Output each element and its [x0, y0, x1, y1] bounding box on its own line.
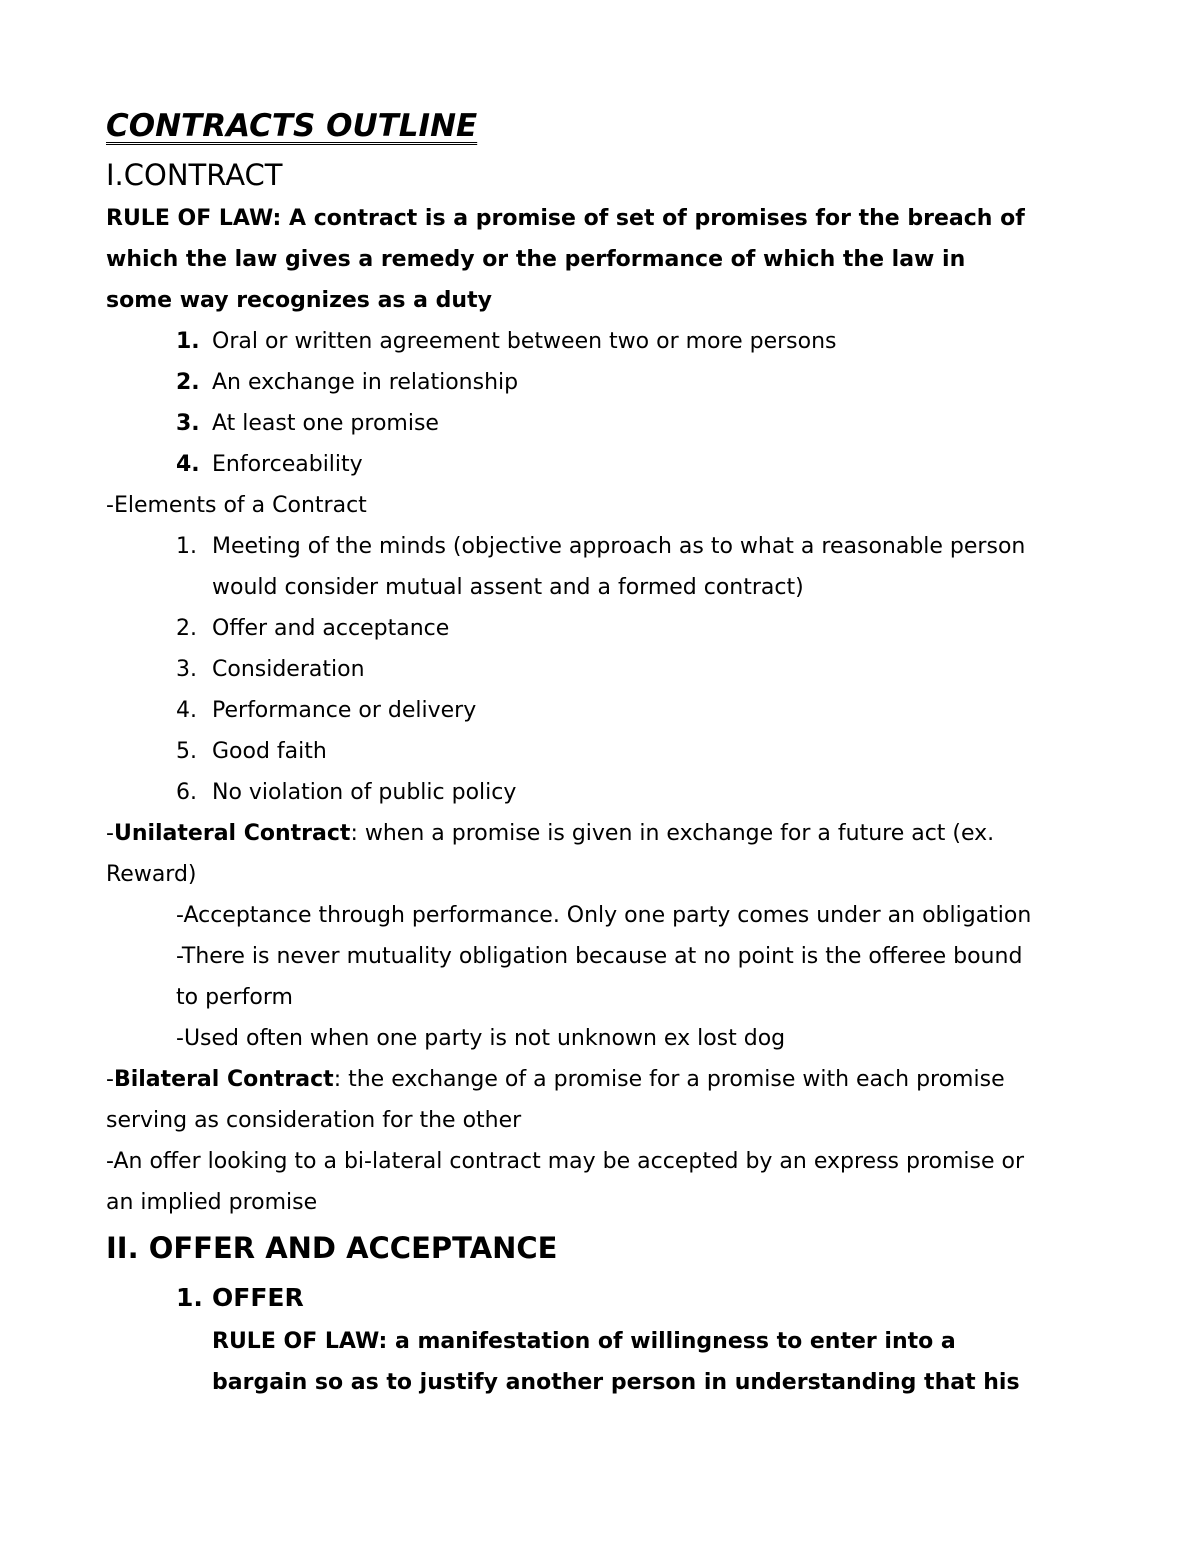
list-number: 2. [176, 616, 197, 641]
rule-line: bargain so as to justify another person in understanding that his [212, 1370, 1020, 1395]
list-item [106, 403, 1096, 444]
list-number: 3. [176, 411, 200, 436]
note-line: an implied promise [106, 1190, 318, 1215]
list-number: 1. [176, 534, 197, 559]
list-text: Offer and acceptance [212, 616, 450, 641]
list-item [106, 772, 1096, 813]
list-number: 3. [176, 657, 197, 682]
document-title: CONTRACTS OUTLINE [106, 108, 478, 144]
dash: - [106, 821, 114, 846]
list-number: 4. [176, 698, 197, 723]
elements-heading: -Elements of a Contract [106, 493, 367, 518]
unilateral-point-continued: to perform [176, 985, 293, 1010]
section-heading-contract: I.CONTRACT [106, 158, 283, 192]
note-line: -An offer looking to a bi-lateral contract may be accepted by an express promise or [106, 1149, 1025, 1174]
contract-features-list [106, 321, 1096, 485]
elements-list [106, 526, 1096, 813]
list-text: Performance or delivery [212, 698, 477, 723]
definition-line: Reward) [106, 862, 197, 887]
list-text: Meeting of the minds (objective approach as to what a reasonable person [212, 534, 1026, 559]
list-text: No violation of public policy [212, 780, 517, 805]
offer-note [106, 1141, 1096, 1223]
document-page [106, 100, 1096, 1403]
list-text: An exchange in relationship [212, 370, 519, 395]
list-item [106, 649, 1096, 690]
definition-text: : when a promise is given in exchange for a future act (ex. [350, 821, 995, 846]
unilateral-contract-definition [106, 813, 1096, 1059]
list-item [106, 362, 1096, 403]
definition-text: : the exchange of a promise for a promise with each promise [333, 1067, 1005, 1092]
list-item [106, 444, 1096, 485]
subheading-label: OFFER [212, 1283, 304, 1312]
term-bilateral-contract: Bilateral Contract [113, 1067, 334, 1092]
list-text: Enforceability [212, 452, 363, 477]
unilateral-point: -Acceptance through performance. Only one party comes under an obligation [176, 903, 1032, 928]
rule-of-law-offer [106, 1321, 1096, 1403]
bilateral-contract-definition [106, 1059, 1096, 1141]
list-text: would consider mutual assent and a formed contract) [212, 575, 804, 600]
list-number: 6. [176, 780, 197, 805]
list-number: 1. [176, 329, 200, 354]
list-text: Consideration [212, 657, 365, 682]
unilateral-point: -Used often when one party is not unknown ex lost dog [176, 1026, 786, 1051]
definition-line [106, 1059, 1096, 1100]
dash: - [106, 1067, 114, 1092]
list-item [106, 731, 1096, 772]
unilateral-point: -There is never mutuality obligation because at no point is the offeree bound [176, 944, 1023, 969]
section-heading-offer-acceptance: II. OFFER AND ACCEPTANCE [106, 1231, 558, 1265]
list-item [106, 321, 1096, 362]
list-item [106, 690, 1096, 731]
list-number: 2. [176, 370, 200, 395]
list-item [106, 526, 1096, 608]
definition-line [106, 813, 1096, 854]
rule-line: RULE OF LAW: a manifestation of willingness to enter into a [212, 1329, 956, 1354]
list-text: Good faith [212, 739, 327, 764]
list-item [106, 608, 1096, 649]
rule-of-law-contract [106, 198, 1096, 321]
term-unilateral-contract: Unilateral Contract [113, 821, 351, 846]
list-number: 1. [176, 1283, 203, 1312]
rule-line: which the law gives a remedy or the performance of which the law in [106, 247, 966, 272]
list-number: 4. [176, 452, 200, 477]
subheading-offer [106, 1275, 1096, 1321]
list-text: Oral or written agreement between two or more persons [212, 329, 837, 354]
rule-line: RULE OF LAW: A contract is a promise of set of promises for the breach of [106, 206, 1025, 231]
definition-line: serving as consideration for the other [106, 1108, 522, 1133]
list-text: At least one promise [212, 411, 439, 436]
rule-line: some way recognizes as a duty [106, 288, 492, 313]
list-number: 5. [176, 739, 197, 764]
